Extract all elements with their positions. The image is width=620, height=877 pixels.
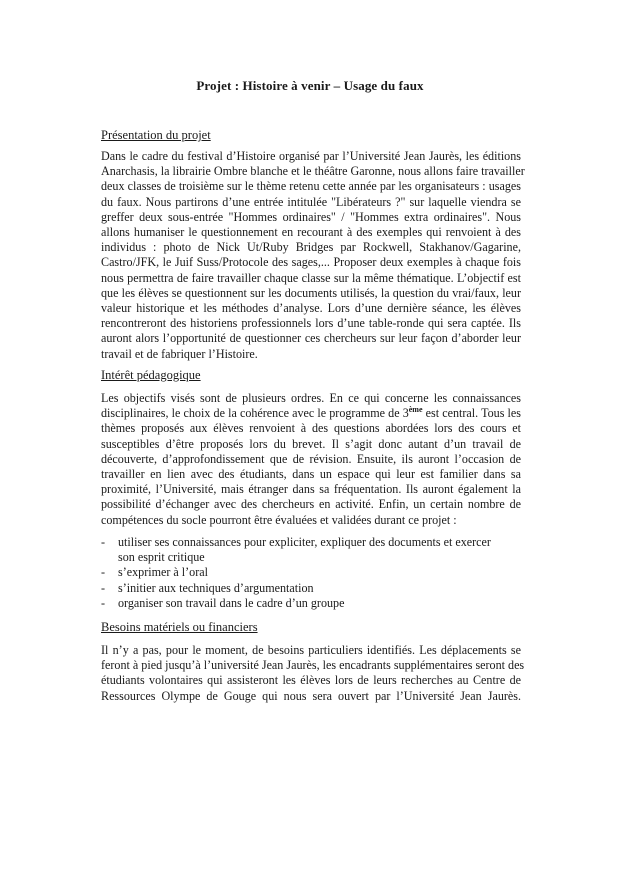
- text-line: compétences du socle pourront être évaluées et validées durant ce projet :: [101, 512, 457, 527]
- text-line: Il n’y a pas, pour le moment, de besoins particuliers identifiés. Les déplacements se: [101, 643, 521, 657]
- text-line: disciplinaires, le choix de la cohérence avec le programme de 3ème est central. Tous les: [101, 405, 521, 421]
- text-line: allons humaniser le questionnement en recourant à des exemples qui renvoient à des: [101, 225, 521, 240]
- interet-paragraph: [101, 391, 521, 528]
- text-line: Anarchasis, la librairie Ombre blanche et le théâtre Garonne, nous allons faire travailler: [101, 164, 525, 179]
- text-line: rencontreront des historiens professionnels lors d’une table-ronde qui sera captée. Ils: [101, 316, 521, 331]
- bullet-dash: -: [101, 535, 106, 549]
- list-item: - s’exprimer à l’oral: [101, 565, 208, 580]
- list-item: - utiliser ses connaissances pour expliciter, expliquer des documents et exercer son esprit critique: [101, 535, 491, 565]
- text-line: étudiants volontaires qui assisteront les élèves lors de leurs recherches au Centre de: [101, 673, 521, 688]
- bullet-dash: -: [101, 580, 106, 595]
- superscript: ème: [408, 405, 423, 415]
- text-line: que les élèves se questionnent sur les documents utilisés, la question du vrai/faux, leur: [101, 285, 521, 300]
- text-line: auront alors l’opportunité de questionner ces chercheurs sur leur façon d’aborder leur: [101, 331, 521, 346]
- section-heading-presentation: Présentation du projet: [101, 128, 211, 142]
- bullet-dash: -: [101, 565, 106, 580]
- text-line: thèmes proposés aux élèves renvoient à des questions abordées lors des cours et: [101, 421, 521, 436]
- text-line: nous permettra de faire travailler chaque classe sur la même thématique. L’objectif est: [101, 270, 521, 285]
- text-line: valeur historique et les méthodes d’analyse. Lors d’une dernière séance, les élèves: [101, 301, 521, 316]
- text-line: individus : photo de Nick Ut/Ruby Bridges par Rockwell, Stakhanov/Gagarine,: [101, 240, 521, 255]
- text-line: travail et de fabriquer l’Histoire.: [101, 346, 258, 361]
- text-line: feront à pied jusqu’à l’université Jean Jaurès, les encadrants supplémentaires seront des: [101, 658, 525, 673]
- text-line: possibilité d’échanger avec des chercheurs en activité. Enfin, un certain nombre de: [101, 497, 521, 512]
- presentation-paragraph: [101, 149, 525, 362]
- text-line: Ressources Olympe de Gouge qui nous sera ouvert par l’Université Jean Jaurès.: [101, 688, 521, 703]
- text-line: susceptibles d’être proposés lors du brevet. Il s’agit donc autant d’un travail de: [101, 436, 521, 451]
- list-item: - organiser son travail dans le cadre d’un groupe: [101, 595, 345, 610]
- text-line: travailler en lien avec des étudiants, dans un espace qui leur est familier dans sa: [101, 467, 521, 482]
- text-line: deux classes de troisième sur le thème retenu cette année par les organisateurs : usages: [101, 179, 521, 194]
- text-line: Castro/JFK, le Juif Suss/Protocole des sages,... Proposer deux exemples à chaque fois: [101, 255, 521, 270]
- document-title: Projet : Histoire à venir – Usage du faux: [196, 78, 424, 93]
- text-line: Dans le cadre du festival d’Histoire organisé par l’Université Jean Jaurès, les éditions: [101, 149, 521, 163]
- text-line: découverte, d’approfondissement que de révision. Ensuite, ils auront l’occasion de: [101, 451, 521, 466]
- text-line: Les objectifs visés sont de plusieurs ordres. En ce qui concerne les connaissances: [101, 391, 521, 405]
- text-line: du faux. Nous partirons d’une entrée intitulée "Libérateurs ?" sur laquelle viendra se: [101, 194, 521, 209]
- text-line: proximité, l’Université, mais étranger dans sa fréquentation. Ils auront également la: [101, 482, 521, 497]
- bullet-dash: -: [101, 595, 106, 610]
- section-heading-interet: Intérêt pédagogique: [101, 368, 201, 382]
- section-heading-besoins: Besoins matériels ou financiers: [101, 620, 258, 634]
- besoins-paragraph: [101, 643, 525, 704]
- list-item: - s’initier aux techniques d’argumentation: [101, 580, 314, 595]
- text-line: greffer deux sous-entrée "Hommes ordinaires" / "Hommes extra ordinaires". Nous: [101, 209, 521, 224]
- competences-list: [101, 535, 521, 611]
